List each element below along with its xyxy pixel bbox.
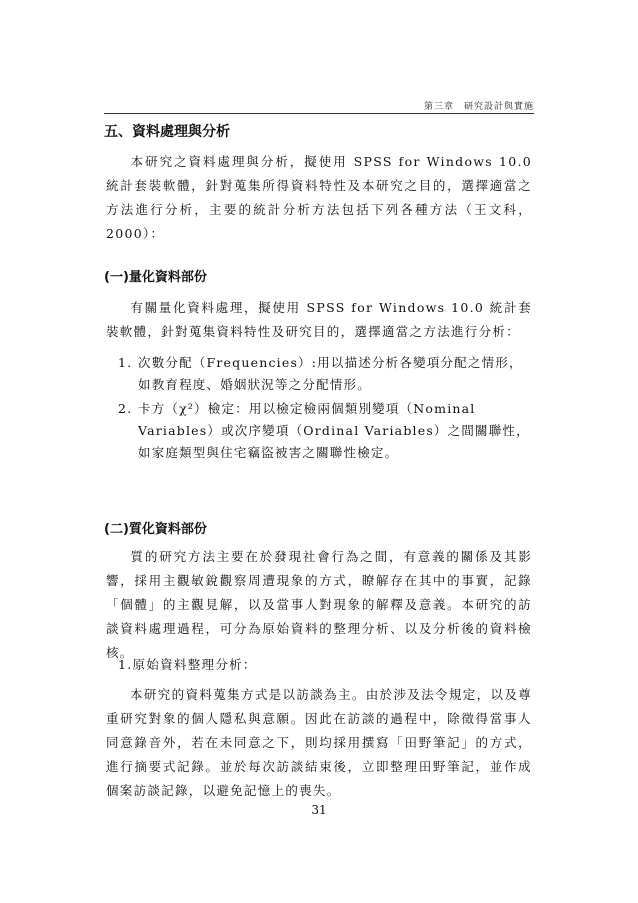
intro-paragraph xyxy=(106,150,532,246)
qual-paragraph-2 xyxy=(106,683,532,803)
quant-paragraph xyxy=(106,296,532,344)
quant-text: 有關量化資料處理，擬使用 SPSS for Windows 10.0 統計套裝軟體，針對蒐集資料特性及研究目的，選擇適當之方法進行分析： xyxy=(106,300,532,339)
list-item-text: 次數分配（Frequencies）:用以描述分析各變項分配之情形，如教育程度、婚姻狀況等之分配情形。 xyxy=(138,355,523,392)
list-item-text: 卡方（χ²）檢定：用以檢定檢兩個類別變項（Nominal Variables）或次序變項（Ordinal Variables）之間關聯性，如家庭類型與住宅竊盜被害之關聯性檢定。 xyxy=(138,401,530,460)
qual-paragraph xyxy=(106,545,532,665)
list-item-number: 1. xyxy=(118,355,133,370)
list-item xyxy=(118,398,532,464)
page-number: 31 xyxy=(311,803,327,817)
running-header: 第三章 研究設計與實施 xyxy=(423,102,534,112)
quant-subtitle: (一)量化資料部份 xyxy=(104,270,207,285)
list-item xyxy=(118,352,532,396)
section-title: 五、資料處理與分析 xyxy=(104,124,230,140)
list-item-number: 2. xyxy=(118,401,133,416)
intro-text: 本研究之資料處理與分析，擬使用 SPSS for Windows 10.0 統計套裝軟體，針對蒐集所得資料特性及本研究之目的，選擇適當之方法進行分析，主要的統計分析方法包括下列各種方法（王文科，2000）： xyxy=(106,154,532,241)
qual-subtitle: (二)質化資料部份 xyxy=(104,522,207,537)
qual-text: 質的研究方法主要在於發現社會行為之間，有意義的關係及其影響，採用主觀敏銳觀察周遭現象的方式，瞭解存在其中的事實，記錄「個體」的主觀見解，以及當事人對現象的解釋及意義。本研究的訪談資料處理過程，可分為原始資料的整理分析、以及分析後的資料檢核。 xyxy=(106,549,532,660)
qual-sub-heading: 1.原始資料整理分析： xyxy=(118,657,257,672)
qual-text-2: 本研究的資料蒐集方式是以訪談為主。由於涉及法令規定，以及尊重研究對象的個人隱私與意願。因此在訪談的過程中，除徵得當事人同意錄音外，若在未同意之下，則均採用撰寫「田野筆記」的方式，進行摘要式記錄。並於每次訪談結束後，立即整理田野筆記，並作成個案訪談記錄，以避免記憶上的喪失。 xyxy=(106,687,532,798)
header-rule xyxy=(104,113,534,114)
